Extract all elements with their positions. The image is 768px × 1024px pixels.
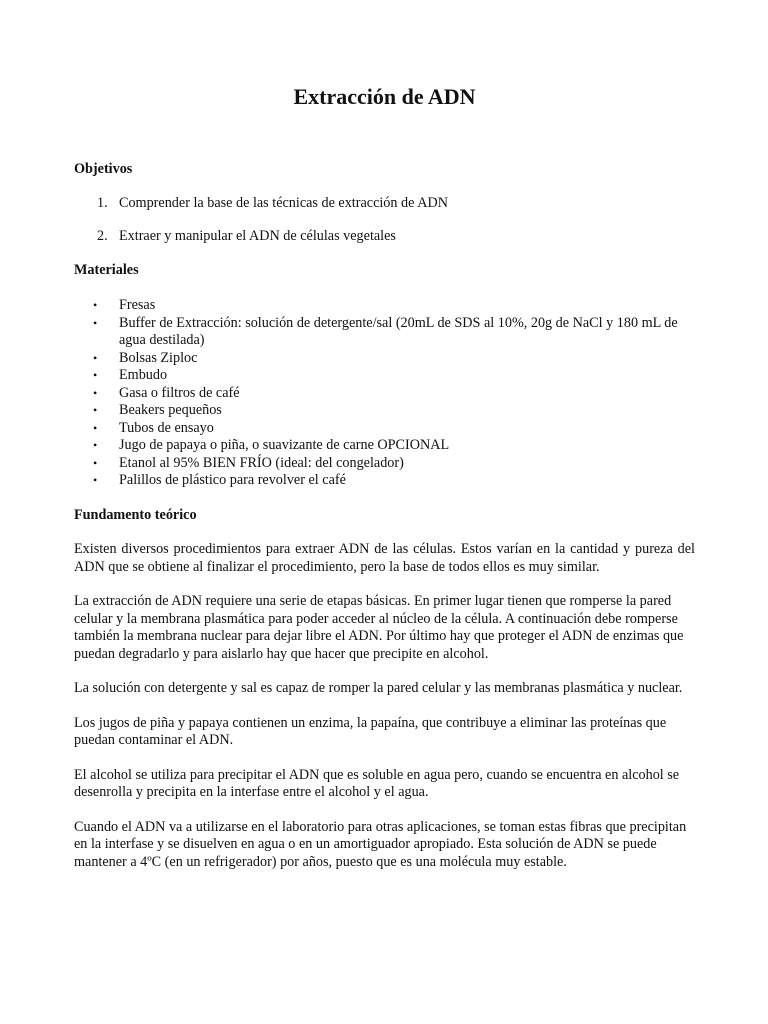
list-item (74, 472, 695, 490)
material-text: Bolsas Ziploc (119, 349, 198, 366)
objective-text: Extraer y manipular el ADN de células vegetales (119, 228, 396, 244)
section-heading-fundamento: Fundamento teórico (74, 506, 197, 523)
bullet-icon: • (93, 455, 98, 470)
material-text: Buffer de Extracción: solución de detergente/sal (20mL de SDS al 10%, 20g de NaCl y 180 mL de agua destilada) (119, 314, 678, 348)
bullet-icon: • (93, 420, 98, 435)
bullet-icon: • (93, 315, 98, 330)
material-text: Beakers pequeños (119, 402, 222, 418)
bullet-icon: • (93, 438, 98, 452)
list-item (74, 402, 695, 420)
material-text: Palillos de plástico para revolver el café (119, 472, 346, 488)
objectives-list (74, 195, 695, 246)
paragraph: El alcohol se utiliza para precipitar el ADN que es soluble en agua pero, cuando se encuentra en alcohol se desenrolla y precipita en la interfase entre el alcohol y el agua. (74, 766, 680, 800)
material-text: Etanol al 95% BIEN FRÍO (ideal: del congelador) (119, 454, 404, 471)
bullet-icon: • (93, 350, 98, 365)
bullet-icon: • (93, 368, 98, 382)
material-text: Fresas (119, 297, 156, 313)
paragraph: La solución con detergente y sal es capaz de romper la pared celular y las membranas plasmática y nuclear. (74, 680, 683, 696)
list-item (74, 420, 695, 438)
section-heading-materiales: Materiales (74, 261, 139, 278)
material-text: Gasa o filtros de café (119, 384, 240, 401)
paragraph: La extracción de ADN requiere una serie de etapas básicas. En primer lugar tienen que romperse la pared celular y la membrana plasmática para poder acceder al núcleo de la célula. A continuación debe romperse también la membrana nuclear para dejar libre el ADN. Por último hay que proteger el ADN de enzimas que puedan degradarlo y para aislarlo hay que hacer que precipite en alcohol. (74, 593, 684, 662)
materials-list (74, 297, 695, 490)
section-heading-objetivos: Objetivos (74, 161, 133, 177)
bullet-icon: • (93, 298, 98, 312)
bullet-icon: • (93, 403, 98, 417)
document-title: Extracción de ADN (293, 84, 476, 109)
list-number: 1. (97, 194, 108, 211)
material-text: Embudo (119, 367, 168, 383)
paragraph: Los jugos de piña y papaya contienen un enzima, la papaína, que contribuye a eliminar las proteínas que puedan contaminar el ADN. (74, 714, 667, 748)
material-text: Tubos de ensayo (119, 419, 214, 436)
objective-item (74, 195, 695, 213)
paragraph: Existen diversos procedimientos para extraer ADN de las células. Estos varían en la cantidad y pureza del ADN que se obtiene al finalizar el procedimiento, pero la base de todos ellos es muy similar. (74, 541, 695, 575)
objective-item (74, 228, 695, 246)
list-number: 2. (97, 228, 108, 244)
list-item (74, 297, 695, 315)
list-item (74, 315, 695, 350)
bullet-icon: • (93, 385, 98, 400)
list-item (74, 367, 695, 385)
material-text: Jugo de papaya o piña, o suavizante de carne OPCIONAL (119, 437, 450, 453)
list-item (74, 385, 695, 403)
list-item (74, 437, 695, 455)
bullet-icon: • (93, 473, 98, 487)
paragraph: Cuando el ADN va a utilizarse en el laboratorio para otras aplicaciones, se toman estas fibras que precipitan en la interfase y se disuelven en agua o en un amortiguador apropiado. Esta solución de ADN se puede mantener a 4ºC (en un refrigerador) por años, puesto que es una molécula muy estable. (74, 818, 687, 870)
list-item (74, 350, 695, 368)
list-item (74, 455, 695, 473)
objective-text: Comprender la base de las técnicas de extracción de ADN (119, 194, 448, 211)
